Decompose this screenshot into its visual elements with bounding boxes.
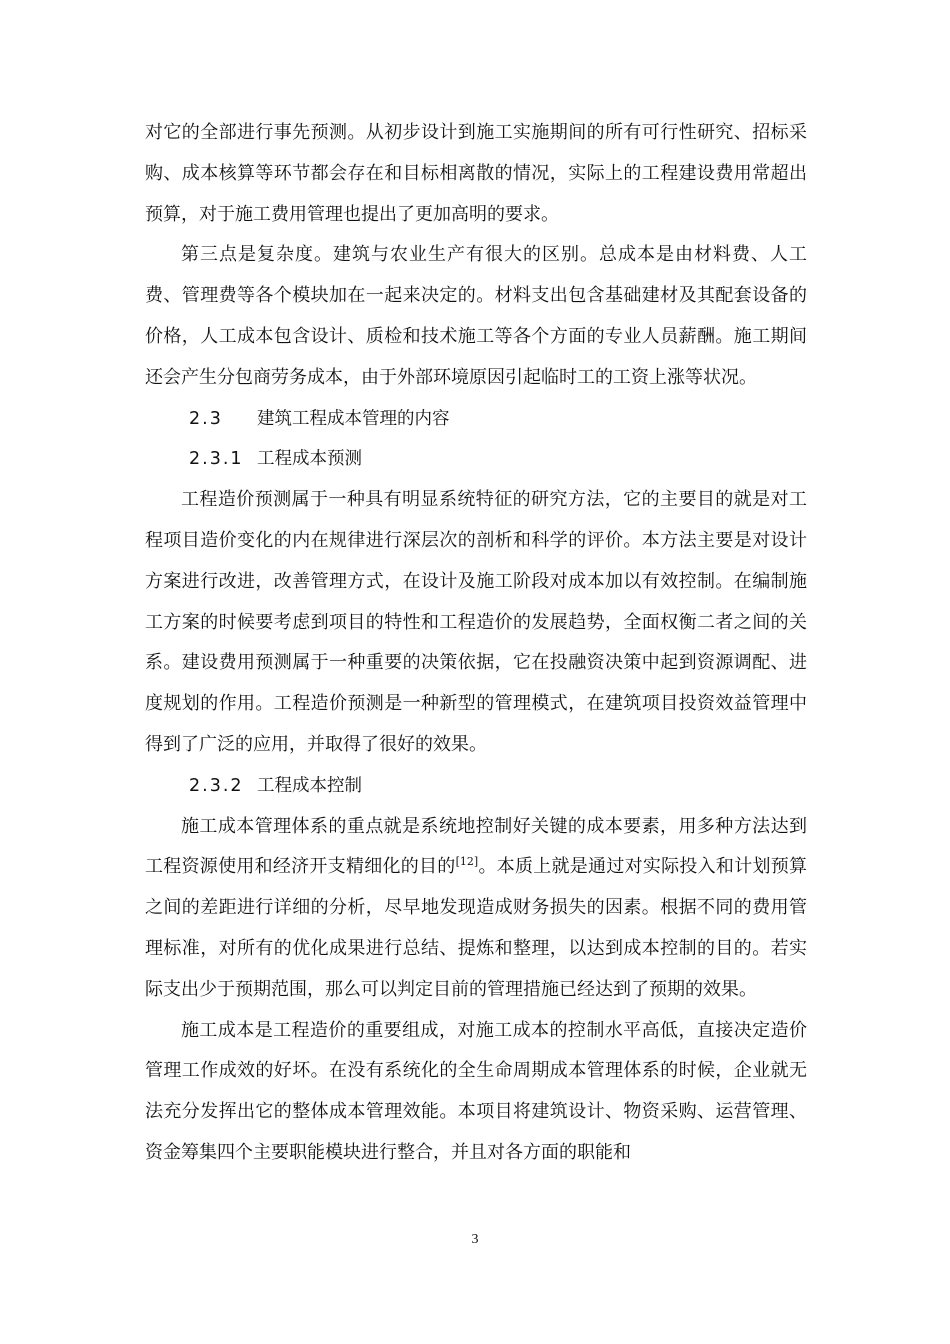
paragraph-complexity: 第三点是复杂度。建筑与农业生产有很大的区别。总成本是由材料费、人工费、管理费等各个模块加在一起来决定的。材料支出包含基础建材及其配套设备的价格，人工成本包含设计、质检和技术施工等各个方面的专业人员薪酬。施工期间还会产生分包商劳务成本，由于外部环境原因引起临时工的工资上涨等状况。: [145, 244, 807, 388]
paragraph-control: [145, 807, 807, 1011]
section-heading-2-3-1: [145, 439, 807, 480]
section-title: 工程成本预测: [257, 449, 362, 470]
document-body: [145, 113, 807, 1174]
paragraph-control-text-1: 施工成本管理体系的重点就是系统地控制好关键的成本要素，用多种方法达到工程资源使用和经济开支精细化的目的: [145, 815, 807, 878]
section-title: 建筑工程成本管理的内容: [257, 408, 450, 429]
paragraph-control-text-2: 。本质上就是通过对实际投入和计划预算之间的差距进行详细的分析，尽早地发现造成财务损失的因素。根据不同的费用管理标准，对所有的优化成果进行总结、提炼和整理，以达到成本控制的目的。若实际支出少于预期范围，那么可以判定目前的管理措施已经达到了预期的效果。: [145, 856, 808, 1000]
citation-reference: [12]: [455, 855, 479, 869]
paragraph-forecast: 工程造价预测属于一种具有明显系统特征的研究方法，它的主要目的就是对工程项目造价变化的内在规律进行深层次的剖析和科学的评价。本方法主要是对设计方案进行改进，改善管理方式，在设计及施工阶段对成本加以有效控制。在编制施工方案的时候要考虑到项目的特性和工程造价的发展趋势，全面权衡二者之间的关系。建设费用预测属于一种重要的决策依据，它在投融资决策中起到资源调配、进度规划的作用。工程造价预测是一种新型的管理模式，在建筑项目投资效益管理中得到了广泛的应用，并取得了很好的效果。: [145, 489, 807, 755]
section-heading-2-3-2: [145, 766, 807, 807]
section-number: 2.3.2: [189, 775, 244, 796]
page-number: 3: [471, 1232, 479, 1247]
paragraph-construction-cost: 施工成本是工程造价的重要组成，对施工成本的控制水平高低，直接决定造价管理工作成效的好坏。在没有系统化的全生命周期成本管理体系的时候，企业就无法充分发挥出它的整体成本管理效能。本项目将建筑设计、物资采购、运营管理、资金筹集四个主要职能模块进行整合，并且对各方面的职能和: [145, 1019, 807, 1163]
section-number: 2.3: [189, 408, 223, 429]
paragraph-intro: 对它的全部进行事先预测。从初步设计到施工实施期间的所有可行性研究、招标采购、成本核算等环节都会存在和目标相离散的情况，实际上的工程建设费用常超出预算，对于施工费用管理也提出了更加高明的要求。: [145, 122, 807, 225]
section-title: 工程成本控制: [257, 775, 362, 796]
section-heading-2-3: [145, 399, 807, 440]
section-number: 2.3.1: [189, 449, 244, 470]
